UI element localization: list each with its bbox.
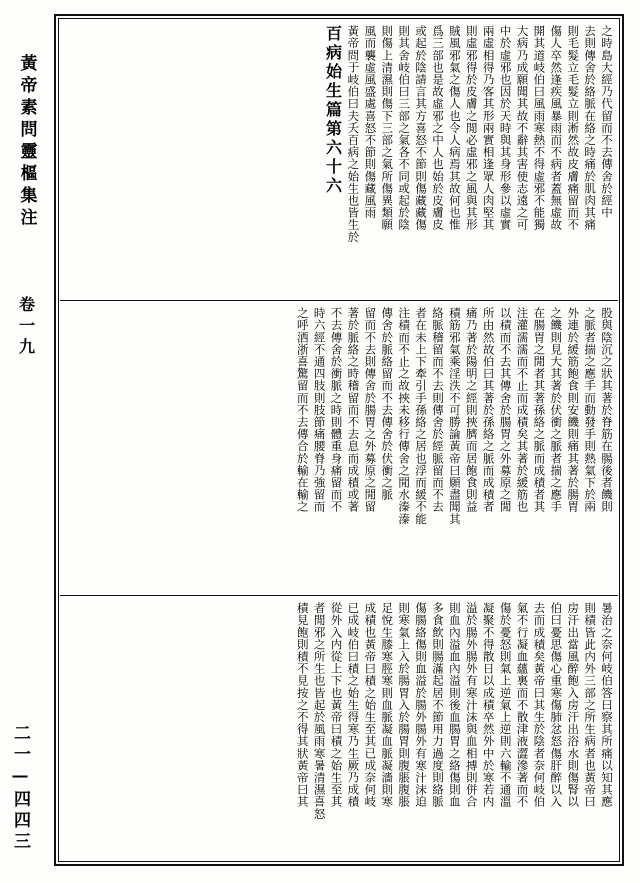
text-column: 者在未上下牽引手孫絡之居也浮而緩不能	[414, 307, 429, 525]
text-column: 已成岐伯曰積之始生得寒乃生厥乃成積	[346, 602, 361, 808]
text-column: 賊風邪氣之傷人也令人病焉其故何也惟	[447, 25, 462, 231]
text-column: 或起於陰請言其方喜怒不節則傷藏藏傷	[414, 25, 429, 231]
text-column: 凝聚不得散日以成積卒然外中於寒若内	[481, 602, 496, 808]
text-column: 開其道岐伯曰風雨寒熱不得虛邪不能獨	[532, 25, 547, 231]
text-column: 黃帝問于岐伯曰夫夭百病之始生也皆生於	[346, 25, 361, 243]
text-column: 風而襲虛風盛處喜怒不節則傷藏風雨	[363, 25, 378, 219]
text-column: 積筋邪氣乘淫泆不可勝論黃帝曰願盡聞其	[447, 307, 462, 525]
text-column: 則血內溢血內溢則後血腸胃之絡傷則血	[447, 602, 462, 808]
text-column: 痛乃著於陽明之經則挾臍而居飽食則益	[464, 307, 479, 513]
text-column: 著於脈絡之時稽留而不去息而成積或著	[346, 307, 361, 513]
text-column: 足悅生膝寒脛寒則血脈凝血脈凝濇則寒	[380, 602, 395, 808]
text-column: 之饑則見大其著於伏衝之脈者揣之應手	[549, 307, 564, 513]
text-column: 之脈者揣之應手而動發手則熱氣下於兩	[583, 307, 598, 513]
text-column: 注積而不止之故挾未移行傳舍之閒水溱溱	[397, 307, 412, 525]
text-column: 以積而不去其傳舍於腸胃之外募原之閒	[498, 307, 513, 513]
text-column: 多食飲則腸滿起居不節用力過度則絡脈	[430, 602, 445, 808]
text-column: 去則傳舍於絡脈在絡之時痛於肌肉其痛	[583, 25, 598, 231]
text-column: 爲三部也是故虛邪之中人也始於皮膚皮	[430, 25, 445, 231]
text-column: 傷人卒然逢疾風暴雨而不病者蓋無虛故	[549, 25, 564, 231]
text-column: 留而不去則傳舍於腸胃之外募原之閒留	[363, 307, 378, 513]
text-column: 伯曰憂思傷心重寒傷肺忿怒傷肝醉以入	[549, 602, 564, 808]
chapter-title-column: 百病始生篇第六十六	[323, 25, 343, 196]
text-column: 暑治之奈何岐伯答曰察其所痛以知其應	[600, 602, 614, 808]
text-column: 則其舍岐伯曰三部之氣各不同或起於陰	[397, 25, 412, 231]
text-frame	[54, 14, 624, 866]
text-column: 傳舍於脈絡留而不去傳舍於伏衝之脈	[380, 307, 395, 501]
column-group-top	[313, 21, 618, 298]
text-column: 之呼洒浙喜驚留而不去傳合於輸在輸之	[295, 307, 310, 513]
text-column: 之時島大經乃代留而不去傳舍於經中	[600, 25, 614, 219]
text-column: 則積皆此内外三部之所生病者也黃帝曰	[583, 602, 598, 808]
text-column: 則寒氣上入於腸胃入於腸胃則腹脹腹脹	[397, 602, 412, 808]
text-column: 傷於憂怒則氣上逆氣上逆則六輸不通溫	[498, 602, 513, 808]
text-column: 在腸胃之閒者其著孫絡之脈而成積者其	[532, 307, 547, 513]
text-column: 則毛髮立毛髮立則淅然故皮膚痛留而不	[566, 25, 581, 231]
text-column: 溢於腸外腸外有寒汁沫與血相搏則併合	[464, 602, 479, 808]
text-column: 絡脈稽留而不去則傳舍於經脈留而不去	[430, 307, 445, 513]
text-column: 積見飽則積不見按之不得其狀黃帝曰其	[295, 602, 310, 808]
volume-label: 卷一九	[16, 296, 36, 359]
page-number: 二一—四四三	[10, 724, 30, 853]
text-column: 從外入内從上下也黃帝曰積之始生至其	[329, 602, 344, 808]
text-column: 外連於緩筋飽食則安饑則痛其著於腸胃	[566, 307, 581, 513]
text-band-bottom	[60, 598, 618, 862]
text-column: 氣不行凝血蘊裏而不散津液澀滲著而不	[515, 602, 530, 808]
text-band-middle	[60, 303, 618, 593]
text-column: 大病乃成願聞其故不辭其害使志遠之可	[515, 25, 530, 231]
text-column: 者閒邪之所生也皆起於風雨寒暑清濕喜怒	[312, 602, 327, 820]
text-column: 則傷上清濕則傷下三部之氣所傷異類願	[380, 25, 395, 231]
column-group-middle	[289, 303, 618, 593]
column-group-bottom	[289, 598, 618, 862]
text-band-top	[60, 21, 618, 298]
text-column: 所由然故伯曰其著於孫絡之脈而成積者	[481, 307, 496, 513]
text-column: 去而成積矣黃帝曰其生於陰者奈何岐伯	[532, 602, 547, 808]
text-column: 中於虛邪也因於天時與其身形參以虛實	[498, 25, 513, 231]
book-title: 黃帝素問靈樞集注	[16, 54, 37, 230]
text-column: 兩虛相得乃客其形兩實相逢眾人肉堅其	[481, 25, 496, 231]
text-column: 不去傳舍於衝脈之時則體重身痛留而不	[329, 307, 344, 513]
text-column: 時六經不通四肢則肢節痛腰脊乃強留而	[312, 307, 327, 513]
page-margin	[0, 0, 52, 883]
text-column: 注灌濡濡而不止而成積矣其著於緩筋也	[515, 307, 530, 513]
text-column: 成積也黃帝曰積之始生至其已成奈何岐	[363, 602, 378, 808]
band-divider-1	[60, 300, 618, 301]
text-column: 傷腸絡傷則血溢於腸外腸外有寒汁沫迫	[414, 602, 429, 808]
text-column: 則虛邪得於皮膚之閒必虛邪之風與其形	[464, 25, 479, 231]
band-divider-2	[60, 595, 618, 596]
text-column: 股與陰沉之狀其著於脊筋在腸後者饑則	[600, 307, 614, 513]
text-column: 房汗出當風醉飽入房汗出浴水則傷腎以	[566, 602, 581, 808]
